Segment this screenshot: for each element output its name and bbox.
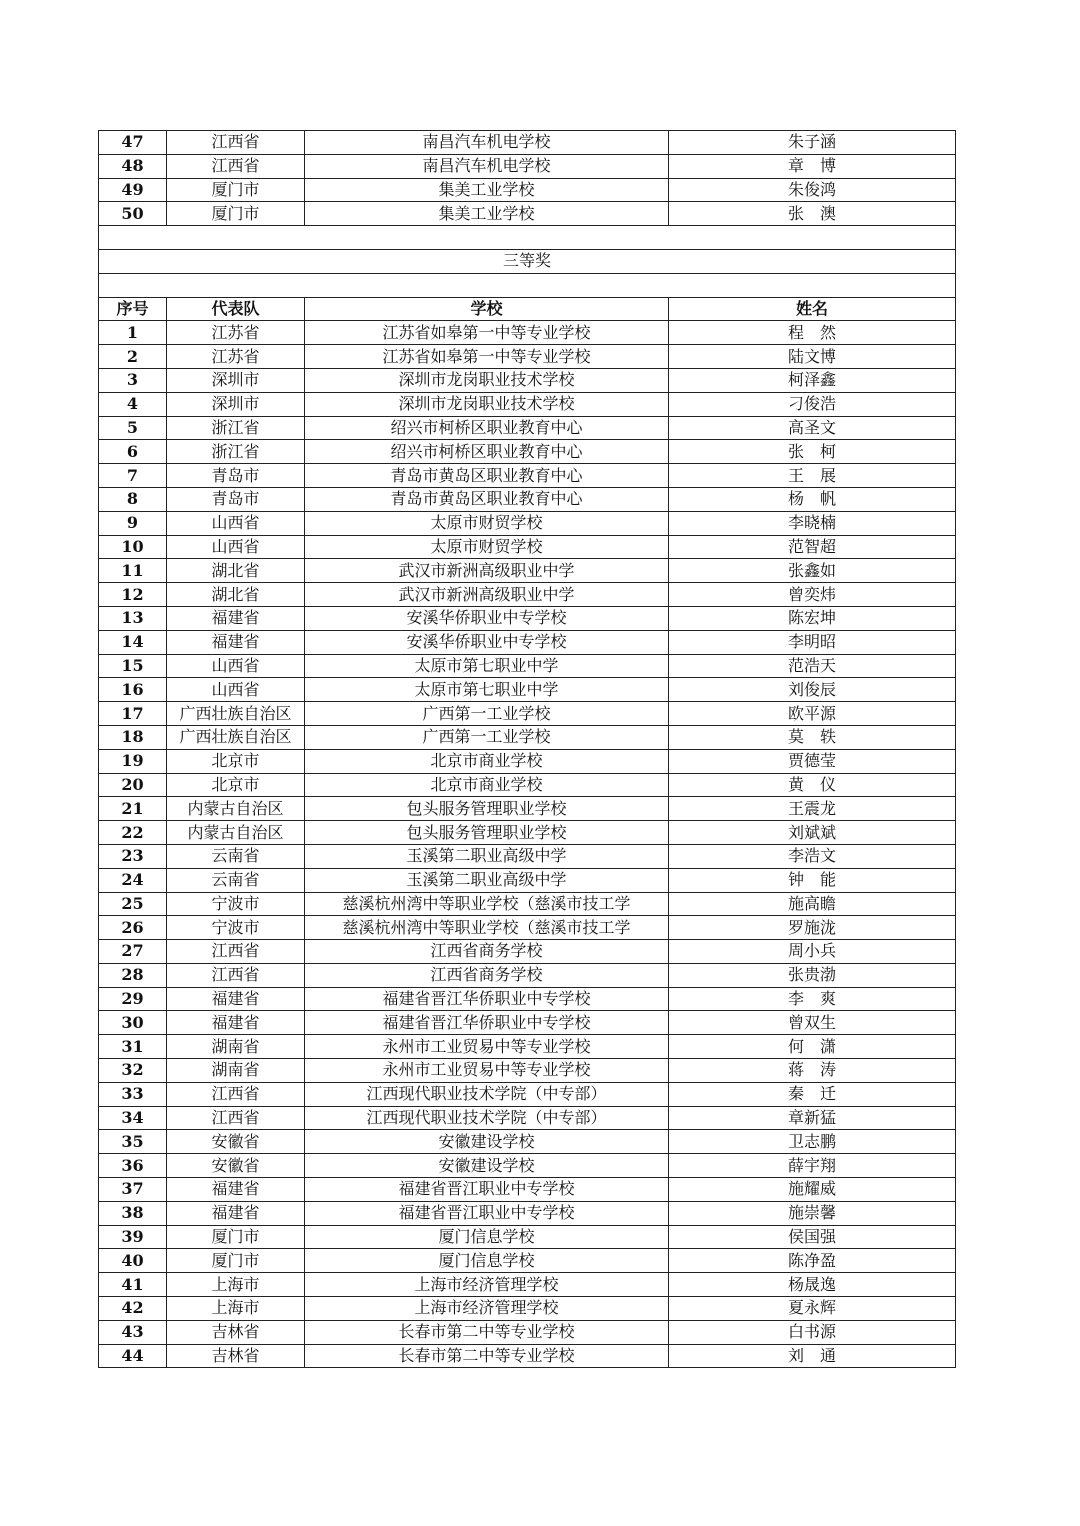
cell-name: 曾双生 [669, 1011, 956, 1035]
cell-school: 广西第一工业学校 [305, 725, 669, 749]
table-row [99, 1201, 956, 1225]
cell-number: 50 [99, 202, 167, 226]
cell-school: 江苏省如皋第一中等专业学校 [305, 321, 669, 345]
blank-row [99, 273, 956, 297]
cell-school: 安徽建设学校 [305, 1130, 669, 1154]
table-row [99, 559, 956, 583]
cell-name: 杨 帆 [669, 487, 956, 511]
cell-school: 长春市第二中等专业学校 [305, 1344, 669, 1368]
cell-number: 33 [99, 1082, 167, 1106]
table-row [99, 154, 956, 178]
cell-name: 李 爽 [669, 987, 956, 1011]
table-row [99, 1130, 956, 1154]
cell-name: 李浩文 [669, 844, 956, 868]
cell-school: 太原市第七职业中学 [305, 678, 669, 702]
cell-name: 蒋 涛 [669, 1059, 956, 1083]
table-row [99, 487, 956, 511]
cell-number: 44 [99, 1344, 167, 1368]
cell-name: 李晓楠 [669, 511, 956, 535]
cell-number: 11 [99, 559, 167, 583]
cell-school: 江西现代职业技术学院（中专部） [305, 1082, 669, 1106]
cell-number: 26 [99, 916, 167, 940]
cell-school: 包头服务管理职业学校 [305, 821, 669, 845]
cell-number: 10 [99, 535, 167, 559]
cell-school: 深圳市龙岗职业技术学校 [305, 368, 669, 392]
cell-school: 南昌汽车机电学校 [305, 131, 669, 155]
table-row [99, 416, 956, 440]
cell-name: 陆文博 [669, 345, 956, 369]
cell-number: 37 [99, 1178, 167, 1202]
cell-school: 上海市经济管理学校 [305, 1297, 669, 1321]
cell-team: 江西省 [167, 963, 305, 987]
table-row [99, 1320, 956, 1344]
section-title: 三等奖 [99, 249, 956, 273]
cell-school: 武汉市新洲高级职业中学 [305, 583, 669, 607]
cell-number: 49 [99, 178, 167, 202]
cell-name: 侯国强 [669, 1225, 956, 1249]
cell-team: 深圳市 [167, 392, 305, 416]
cell-team: 浙江省 [167, 440, 305, 464]
cell-name: 施高瞻 [669, 892, 956, 916]
table-row [99, 1178, 956, 1202]
table-row [99, 702, 956, 726]
cell-name: 刁俊浩 [669, 392, 956, 416]
cell-team: 内蒙古自治区 [167, 821, 305, 845]
cell-team: 湖北省 [167, 559, 305, 583]
table-row [99, 321, 956, 345]
cell-school: 集美工业学校 [305, 202, 669, 226]
cell-school: 青岛市黄岛区职业教育中心 [305, 487, 669, 511]
cell-number: 5 [99, 416, 167, 440]
cell-name: 陈宏坤 [669, 606, 956, 630]
table-row [99, 368, 956, 392]
cell-team: 安徽省 [167, 1130, 305, 1154]
table-row [99, 1249, 956, 1273]
cell-school: 厦门信息学校 [305, 1249, 669, 1273]
cell-number: 13 [99, 606, 167, 630]
cell-name: 朱子涵 [669, 131, 956, 155]
table-row [99, 606, 956, 630]
table-row [99, 392, 956, 416]
cell-number: 6 [99, 440, 167, 464]
table-row [99, 1011, 956, 1035]
cell-team: 福建省 [167, 1178, 305, 1202]
cell-name: 周小兵 [669, 940, 956, 964]
cell-name: 程 然 [669, 321, 956, 345]
table-row [99, 725, 956, 749]
cell-number: 30 [99, 1011, 167, 1035]
cell-team: 山西省 [167, 511, 305, 535]
cell-team: 山西省 [167, 678, 305, 702]
cell-team: 北京市 [167, 749, 305, 773]
cell-number: 42 [99, 1297, 167, 1321]
cell-school: 上海市经济管理学校 [305, 1273, 669, 1297]
cell-name: 张鑫如 [669, 559, 956, 583]
cell-school: 福建省晋江华侨职业中专学校 [305, 1011, 669, 1035]
cell-name: 朱俊鸿 [669, 178, 956, 202]
cell-name: 秦 迁 [669, 1082, 956, 1106]
cell-team: 厦门市 [167, 202, 305, 226]
table-row [99, 1059, 956, 1083]
cell-team: 广西壮族自治区 [167, 702, 305, 726]
cell-number: 25 [99, 892, 167, 916]
blank-row [99, 226, 956, 250]
header-row [99, 297, 956, 321]
cell-number: 35 [99, 1130, 167, 1154]
table-row [99, 940, 956, 964]
cell-school: 慈溪杭州湾中等职业学校（慈溪市技工学 [305, 916, 669, 940]
cell-name: 刘俊辰 [669, 678, 956, 702]
cell-name: 杨晟逸 [669, 1273, 956, 1297]
cell-team: 云南省 [167, 868, 305, 892]
cell-school: 深圳市龙岗职业技术学校 [305, 392, 669, 416]
cell-school: 玉溪第二职业高级中学 [305, 868, 669, 892]
cell-number: 39 [99, 1225, 167, 1249]
cell-name: 陈净盈 [669, 1249, 956, 1273]
cell-team: 江西省 [167, 1082, 305, 1106]
table-row [99, 630, 956, 654]
cell-name: 黄 仪 [669, 773, 956, 797]
cell-number: 12 [99, 583, 167, 607]
cell-team: 浙江省 [167, 416, 305, 440]
cell-number: 48 [99, 154, 167, 178]
table-row [99, 821, 956, 845]
cell-team: 厦门市 [167, 178, 305, 202]
cell-number: 34 [99, 1106, 167, 1130]
cell-number: 16 [99, 678, 167, 702]
header-school: 学校 [305, 297, 669, 321]
cell-school: 福建省晋江职业中专学校 [305, 1178, 669, 1202]
cell-team: 湖南省 [167, 1035, 305, 1059]
table-row [99, 963, 956, 987]
cell-team: 云南省 [167, 844, 305, 868]
cell-name: 夏永辉 [669, 1297, 956, 1321]
table-row [99, 464, 956, 488]
cell-team: 福建省 [167, 606, 305, 630]
cell-team: 青岛市 [167, 464, 305, 488]
cell-number: 21 [99, 797, 167, 821]
cell-school: 安徽建设学校 [305, 1154, 669, 1178]
cell-number: 8 [99, 487, 167, 511]
cell-team: 江苏省 [167, 321, 305, 345]
cell-team: 福建省 [167, 1201, 305, 1225]
table-row [99, 1106, 956, 1130]
cell-school: 福建省晋江华侨职业中专学校 [305, 987, 669, 1011]
cell-school: 江西现代职业技术学院（中专部） [305, 1106, 669, 1130]
table-row [99, 1344, 956, 1368]
cell-school: 北京市商业学校 [305, 749, 669, 773]
cell-team: 厦门市 [167, 1249, 305, 1273]
table-row [99, 773, 956, 797]
cell-name: 张 澳 [669, 202, 956, 226]
cell-team: 山西省 [167, 654, 305, 678]
cell-school: 集美工业学校 [305, 178, 669, 202]
table-row [99, 1297, 956, 1321]
cell-team: 内蒙古自治区 [167, 797, 305, 821]
cell-team: 深圳市 [167, 368, 305, 392]
cell-school: 永州市工业贸易中等专业学校 [305, 1035, 669, 1059]
cell-team: 吉林省 [167, 1344, 305, 1368]
cell-school: 太原市财贸学校 [305, 511, 669, 535]
table-row [99, 654, 956, 678]
cell-school: 玉溪第二职业高级中学 [305, 844, 669, 868]
cell-team: 江苏省 [167, 345, 305, 369]
cell-number: 32 [99, 1059, 167, 1083]
cell-number: 7 [99, 464, 167, 488]
cell-number: 14 [99, 630, 167, 654]
table-row [99, 535, 956, 559]
cell-name: 王震龙 [669, 797, 956, 821]
cell-number: 18 [99, 725, 167, 749]
cell-school: 包头服务管理职业学校 [305, 797, 669, 821]
cell-school: 太原市财贸学校 [305, 535, 669, 559]
header-name: 姓名 [669, 297, 956, 321]
cell-name: 钟 能 [669, 868, 956, 892]
cell-number: 17 [99, 702, 167, 726]
cell-number: 28 [99, 963, 167, 987]
cell-name: 卫志鹏 [669, 1130, 956, 1154]
cell-name: 薛宇翔 [669, 1154, 956, 1178]
table-row [99, 678, 956, 702]
cell-name: 贾德莹 [669, 749, 956, 773]
cell-name: 张贵渤 [669, 963, 956, 987]
table-row [99, 1082, 956, 1106]
cell-name: 罗施泷 [669, 916, 956, 940]
cell-school: 江西省商务学校 [305, 963, 669, 987]
table-row [99, 131, 956, 155]
table-row [99, 1273, 956, 1297]
third-prize-rows [99, 321, 956, 1368]
cell-number: 4 [99, 392, 167, 416]
cell-name: 欧平源 [669, 702, 956, 726]
cell-school: 安溪华侨职业中专学校 [305, 606, 669, 630]
cell-number: 2 [99, 345, 167, 369]
cell-name: 刘 通 [669, 1344, 956, 1368]
cell-name: 章 博 [669, 154, 956, 178]
cell-name: 张 柯 [669, 440, 956, 464]
cell-team: 福建省 [167, 987, 305, 1011]
cell-school: 南昌汽车机电学校 [305, 154, 669, 178]
cell-number: 43 [99, 1320, 167, 1344]
cell-team: 安徽省 [167, 1154, 305, 1178]
cell-school: 江西省商务学校 [305, 940, 669, 964]
table-row [99, 892, 956, 916]
cell-number: 40 [99, 1249, 167, 1273]
cell-team: 江西省 [167, 131, 305, 155]
cell-team: 江西省 [167, 940, 305, 964]
cell-school: 长春市第二中等专业学校 [305, 1320, 669, 1344]
cell-name: 范智超 [669, 535, 956, 559]
cell-number: 3 [99, 368, 167, 392]
prev-section-rows [99, 131, 956, 226]
cell-name: 王 展 [669, 464, 956, 488]
cell-number: 27 [99, 940, 167, 964]
cell-team: 厦门市 [167, 1225, 305, 1249]
table-row [99, 987, 956, 1011]
table-row [99, 511, 956, 535]
cell-team: 宁波市 [167, 916, 305, 940]
cell-name: 白书源 [669, 1320, 956, 1344]
cell-name: 章新猛 [669, 1106, 956, 1130]
section-divider [99, 226, 956, 321]
table-row [99, 345, 956, 369]
cell-school: 永州市工业贸易中等专业学校 [305, 1059, 669, 1083]
cell-team: 青岛市 [167, 487, 305, 511]
cell-team: 江西省 [167, 1106, 305, 1130]
cell-number: 23 [99, 844, 167, 868]
table-row [99, 797, 956, 821]
cell-team: 吉林省 [167, 1320, 305, 1344]
table-row [99, 844, 956, 868]
cell-number: 31 [99, 1035, 167, 1059]
cell-team: 福建省 [167, 630, 305, 654]
cell-team: 广西壮族自治区 [167, 725, 305, 749]
cell-number: 22 [99, 821, 167, 845]
table-row [99, 1225, 956, 1249]
cell-number: 24 [99, 868, 167, 892]
cell-school: 江苏省如皋第一中等专业学校 [305, 345, 669, 369]
header-no: 序号 [99, 297, 167, 321]
cell-team: 北京市 [167, 773, 305, 797]
cell-name: 李明昭 [669, 630, 956, 654]
cell-name: 刘斌斌 [669, 821, 956, 845]
cell-team: 湖南省 [167, 1059, 305, 1083]
cell-team: 山西省 [167, 535, 305, 559]
cell-school: 厦门信息学校 [305, 1225, 669, 1249]
cell-school: 福建省晋江职业中专学校 [305, 1201, 669, 1225]
cell-number: 36 [99, 1154, 167, 1178]
cell-number: 19 [99, 749, 167, 773]
cell-name: 曾奕炜 [669, 583, 956, 607]
cell-number: 41 [99, 1273, 167, 1297]
header-team: 代表队 [167, 297, 305, 321]
cell-number: 38 [99, 1201, 167, 1225]
cell-name: 高圣文 [669, 416, 956, 440]
cell-number: 47 [99, 131, 167, 155]
cell-school: 广西第一工业学校 [305, 702, 669, 726]
table-row [99, 583, 956, 607]
cell-team: 福建省 [167, 1011, 305, 1035]
table-row [99, 749, 956, 773]
cell-number: 29 [99, 987, 167, 1011]
cell-team: 上海市 [167, 1273, 305, 1297]
cell-school: 青岛市黄岛区职业教育中心 [305, 464, 669, 488]
cell-school: 慈溪杭州湾中等职业学校（慈溪市技工学 [305, 892, 669, 916]
cell-number: 1 [99, 321, 167, 345]
cell-school: 北京市商业学校 [305, 773, 669, 797]
cell-name: 施崇馨 [669, 1201, 956, 1225]
cell-number: 9 [99, 511, 167, 535]
table-row [99, 868, 956, 892]
table-row [99, 440, 956, 464]
cell-team: 江西省 [167, 154, 305, 178]
cell-school: 绍兴市柯桥区职业教育中心 [305, 440, 669, 464]
table-row [99, 916, 956, 940]
cell-name: 施耀威 [669, 1178, 956, 1202]
cell-team: 湖北省 [167, 583, 305, 607]
cell-school: 安溪华侨职业中专学校 [305, 630, 669, 654]
cell-name: 范浩天 [669, 654, 956, 678]
cell-team: 宁波市 [167, 892, 305, 916]
table-row [99, 1035, 956, 1059]
table-row [99, 1154, 956, 1178]
cell-school: 绍兴市柯桥区职业教育中心 [305, 416, 669, 440]
cell-school: 武汉市新洲高级职业中学 [305, 559, 669, 583]
cell-number: 20 [99, 773, 167, 797]
cell-number: 15 [99, 654, 167, 678]
cell-school: 太原市第七职业中学 [305, 654, 669, 678]
cell-name: 何 潇 [669, 1035, 956, 1059]
table-row [99, 202, 956, 226]
awards-table [98, 130, 956, 1368]
cell-name: 莫 轶 [669, 725, 956, 749]
table-row [99, 178, 956, 202]
cell-name: 柯泽鑫 [669, 368, 956, 392]
cell-team: 上海市 [167, 1297, 305, 1321]
